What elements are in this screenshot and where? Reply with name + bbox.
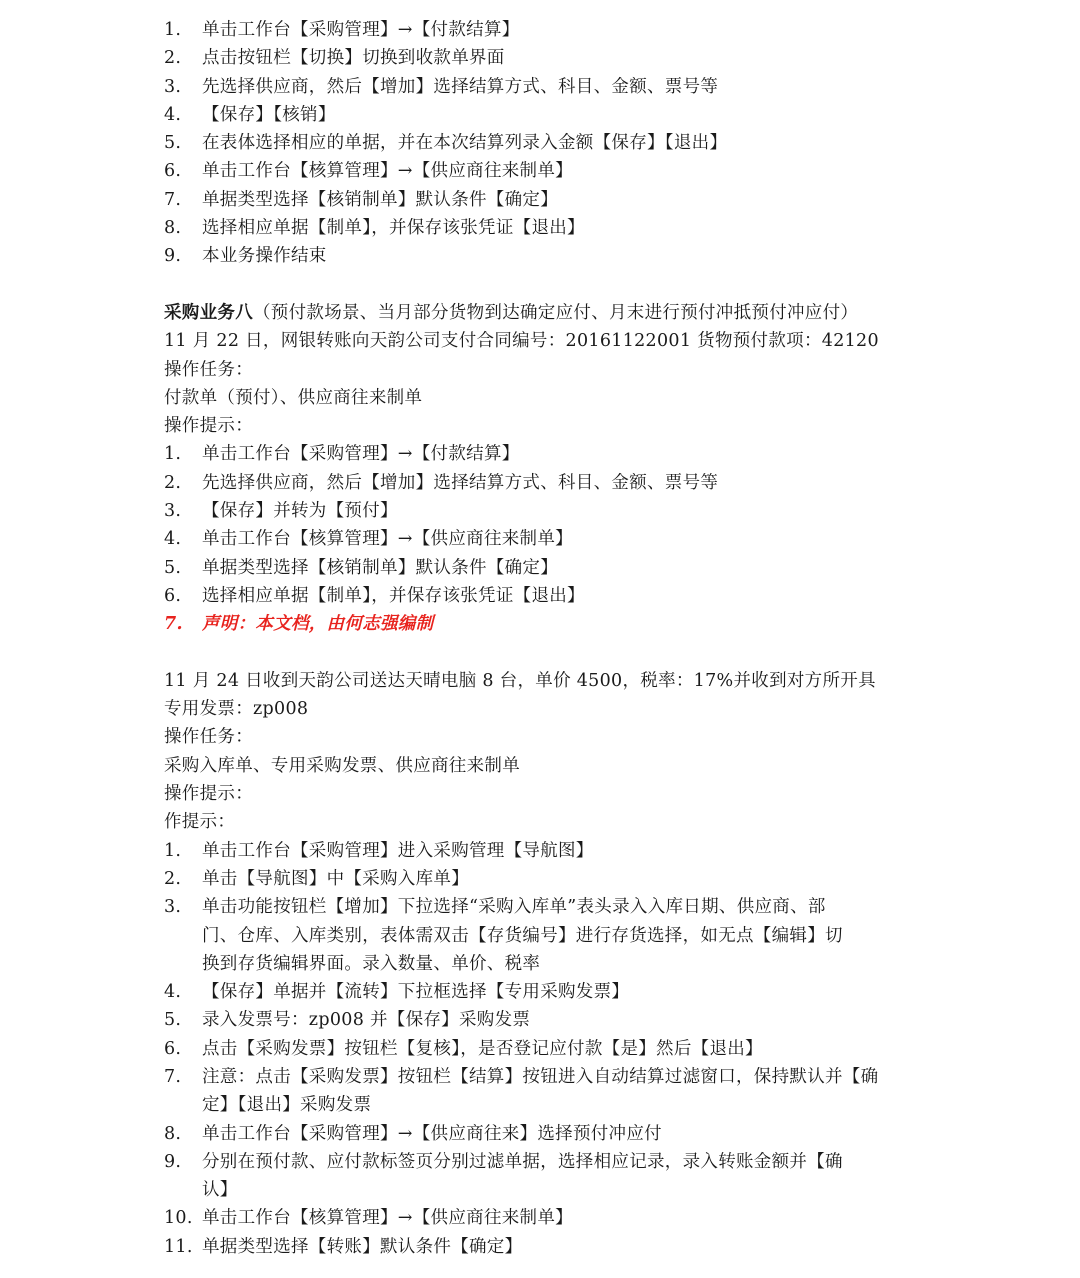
list-item: 7. 注意：点击【采购发票】按钮栏【结算】按钮进入自动结算过滤窗口，保持默认并【确 [164,1066,879,1087]
list-item: 6. 点击【采购发票】按钮栏【复核】，是否登记应付款【是】然后【退出】 [164,1038,763,1059]
list-item-cont: 换到存货编辑界面。录入数量、单价、税率 [202,953,541,974]
task-label: 操作任务： [164,727,253,748]
list-item: 5. 单据类型选择【核销制单】默认条件【确定】 [164,557,558,578]
list-item: 1. 单击工作台【采购管理】→【付款结算】 [164,444,520,465]
author-note: 7. 声明：本文档，由何志强编制 [164,614,434,635]
hint-label: 操作提示： [164,784,253,805]
list-item: 10. 单击工作台【核算管理】→【供应商往来制单】 [164,1208,573,1229]
list-item: 5. 在表体选择相应的单据，并在本次结算列录入金额【保存】【退出】 [164,133,728,154]
section-description: 11 月 22 日，网银转账向天韵公司支付合同编号：20161122001 货物预付款项：42120 [164,331,879,352]
section-heading: 采购业务八（预付款场景、当月部分货物到达确定应付、月末进行预付冲抵预付冲应付） [164,302,859,323]
list-item: 2. 先选择供应商，然后【增加】选择结算方式、科目、金额、票号等 [164,472,719,493]
section-description-cont: 专用发票：zp008 [164,699,309,720]
section-1-steps [164,16,934,271]
section-2 [164,299,934,639]
list-item-cont: 认】 [202,1180,238,1201]
list-item: 1. 单击工作台【采购管理】→【付款结算】 [164,20,520,40]
list-item: 2. 点击按钮栏【切换】切换到收款单界面 [164,48,505,69]
list-item: 9. 本业务操作结束 [164,246,327,267]
list-item-cont: 门、仓库、入库类别，表体需双击【存货编号】进行存货选择，如无点【编辑】切 [202,925,843,946]
list-item: 3. 单击功能按钮栏【增加】下拉选择“采购入库单”表头录入入库日期、供应商、部 [164,897,826,918]
spacer [164,639,934,667]
document-body [164,16,934,1261]
section-description: 11 月 24 日收到天韵公司送达天晴电脑 8 台，单价 4500，税率：17%并收到对方所开具 [164,670,876,691]
list-item: 4. 【保存】单据并【流转】下拉框选择【专用采购发票】 [164,982,630,1003]
list-item: 8. 选择相应单据【制单】，并保存该张凭证【退出】 [164,218,585,239]
list-item-cont: 定】【退出】采购发票 [202,1095,372,1116]
list-item: 5. 录入发票号：zp008 并【保存】采购发票 [164,1010,531,1031]
list-item: 2. 单击【导航图】中【采购入库单】 [164,868,469,889]
hint-label: 操作提示： [164,416,253,437]
list-item: 7. 单据类型选择【核销制单】默认条件【确定】 [164,189,558,210]
list-item: 3. 【保存】并转为【预付】 [164,501,398,522]
list-item: 8. 单击工作台【采购管理】→【供应商往来】选择预付冲应付 [164,1123,662,1144]
task-text: 付款单（预付）、供应商往来制单 [164,387,423,408]
spacer [164,271,934,299]
task-label: 操作任务： [164,359,253,380]
list-item: 11. 单据类型选择【转账】默认条件【确定】 [164,1236,523,1257]
section-3 [164,667,934,1261]
task-text: 采购入库单、专用采购发票、供应商往来制单 [164,755,520,776]
list-item: 3. 先选择供应商，然后【增加】选择结算方式、科目、金额、票号等 [164,76,719,97]
hint-label-repeat: 作提示： [164,812,236,833]
list-item: 1. 单击工作台【采购管理】进入采购管理【导航图】 [164,840,594,861]
list-item: 4. 单击工作台【核算管理】→【供应商往来制单】 [164,529,573,550]
list-item: 6. 单击工作台【核算管理】→【供应商往来制单】 [164,161,573,182]
list-item: 6. 选择相应单据【制单】，并保存该张凭证【退出】 [164,585,585,606]
list-item: 4. 【保存】【核销】 [164,104,336,125]
list-item: 9. 分别在预付款、应付款标签页分别过滤单据，选择相应记录，录入转账金额并【确 [164,1151,843,1172]
